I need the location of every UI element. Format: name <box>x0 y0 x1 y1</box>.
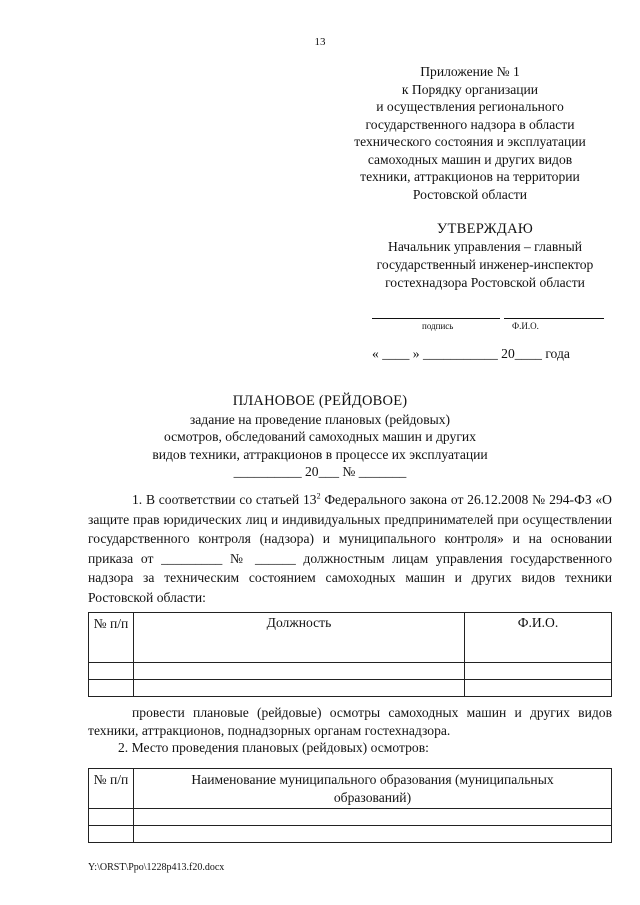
appendix-line: Ростовской области <box>412 186 528 202</box>
table-header-municipality: Наименование муниципального образования (муниципальных образований) <box>134 769 612 809</box>
table-row <box>89 826 612 843</box>
signature-line <box>372 318 500 319</box>
para1-text-rest: Федерального закона от 26.12.2008 № 294-ФЗ «О защите прав юридических лиц и индивидуальных предпринимателей при осуществлении государственного контроля (надзора) и муниципального контроля» и на основании приказа от _________ № ______ должностным лицам управления государственного надзора за техническим состоянием самоходных машин и других видов техники Ростовской области: <box>88 492 613 605</box>
officials-table <box>88 612 612 697</box>
article-superscript: 2 <box>316 491 321 501</box>
signature-area <box>372 304 612 334</box>
table-header-name: Ф.И.О. <box>465 613 612 663</box>
appendix-block <box>330 63 610 203</box>
table-header-row <box>89 769 612 809</box>
footer-file-path: Y:\ORST\Ppo\1228p413.f20.docx <box>88 862 225 873</box>
appendix-line: технического состояния и эксплуатации <box>354 134 586 149</box>
approval-line: государственный инженер-инспектор <box>376 257 594 272</box>
paragraph-2 <box>88 704 612 757</box>
name-label: Ф.И.О. <box>512 321 539 331</box>
approval-block <box>360 220 610 292</box>
para2-text: провести плановые (рейдовые) осмотры самоходных машин и других видов техники, аттракционов, поднадзорных органам гостехнадзора. <box>88 705 612 738</box>
appendix-line: самоходных машин и других видов <box>367 151 573 167</box>
appendix-line: государственного надзора в области <box>365 116 575 132</box>
table-header-position: Должность <box>134 613 465 663</box>
name-line <box>504 318 604 319</box>
approval-line: Начальник управления – главный <box>388 239 582 254</box>
appendix-line: к Порядку организации <box>401 81 539 97</box>
document-title <box>0 393 640 481</box>
para1-text-start: 1. В соответствии со статьей 13 <box>132 492 317 507</box>
appendix-line: и осуществления регионального <box>376 99 564 114</box>
appendix-line: техники, аттракционов на территории <box>360 169 580 184</box>
item-2-text: 2. Место проведения плановых (рейдовых) осмотров: <box>118 740 429 755</box>
table-header-number: № п/п <box>89 769 134 809</box>
appendix-line: Приложение № 1 <box>420 64 520 79</box>
approval-date-line: « ____ » ___________ 20____ года <box>372 346 570 361</box>
table-row <box>89 809 612 826</box>
table-row <box>89 680 612 697</box>
table-header-row <box>89 613 612 663</box>
title-line: задание на проведение плановых (рейдовых) <box>189 411 451 427</box>
title-number-line: __________ 20___ № _______ <box>233 464 407 479</box>
approval-line: гостехнадзора Ростовской области <box>385 275 585 290</box>
title-line: осмотров, обследований самоходных машин и других <box>163 429 476 444</box>
table-header-number: № п/п <box>89 613 134 663</box>
title-main: ПЛАНОВОЕ (РЕЙДОВОЕ) <box>232 393 408 409</box>
table-row <box>89 663 612 680</box>
title-line: видов техники, аттракционов в процессе их эксплуатации <box>152 446 488 462</box>
paragraph-1 <box>88 490 612 607</box>
page-number: 13 <box>314 36 326 48</box>
signature-label: подпись <box>422 321 454 331</box>
locations-table <box>88 768 612 843</box>
approval-title: УТВЕРЖДАЮ <box>436 221 534 237</box>
